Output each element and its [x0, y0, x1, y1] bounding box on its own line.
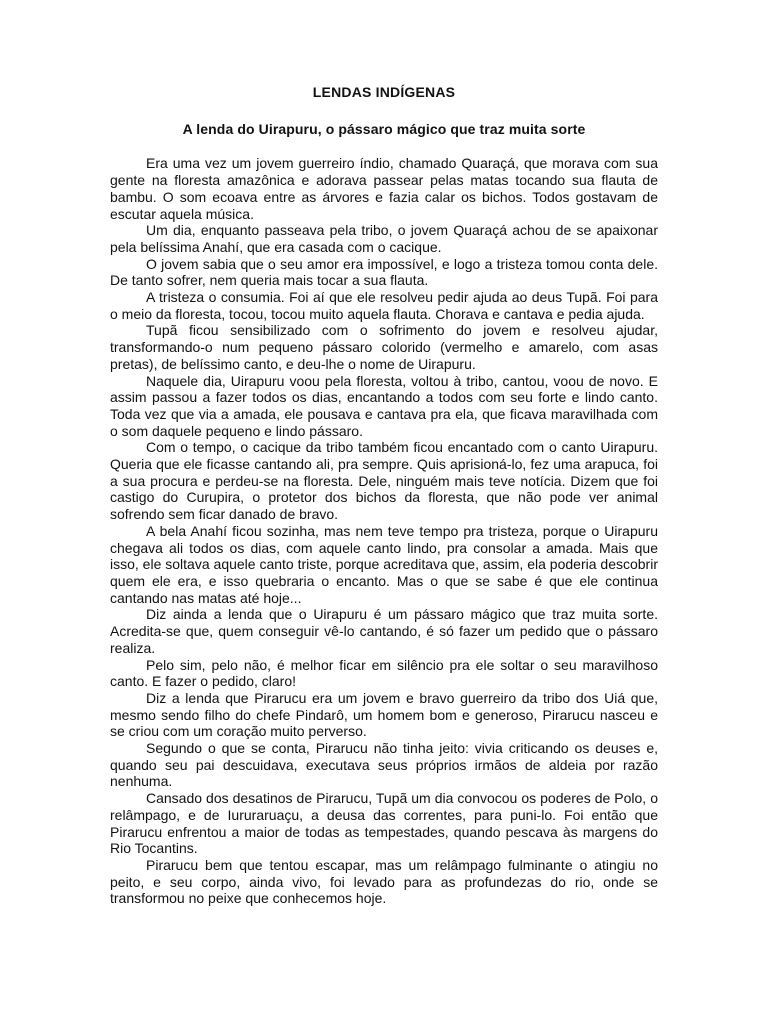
paragraph: Pirarucu bem que tentou escapar, mas um relâmpago fulminante o atingiu no peito, e seu corpo, ainda vivo, foi levado para as profundezas do rio, onde se transformou no peixe que conhecemos hoje.: [110, 856, 658, 907]
paragraph: Naquele dia, Uirapuru voou pela floresta, voltou à tribo, cantou, voou de novo. E assim passou a fazer todos os dias, encantando a todos com seu forte e lindo canto. Toda vez que via a amada, ele pousava e cantava pra ela, que ficava maravilhada com o som daquele pequeno e lindo pássaro.: [110, 372, 658, 439]
paragraph: A bela Anahí ficou sozinha, mas nem teve tempo pra tristeza, porque o Uirapuru chegava ali todos os dias, com aquele canto lindo, pra consolar a amada. Mais que isso, ele soltava aquele canto triste, porque acreditava que, assim, ela poderia descobrir quem ele era, e isso quebraria o encanto. Mas o que se sabe é que ele continua cantando nas matas até hoje...: [110, 522, 658, 606]
paragraph: Pelo sim, pelo não, é melhor ficar em silêncio pra ele soltar o seu maravilhoso canto. E fazer o pedido, claro!: [110, 656, 658, 690]
paragraph: Diz ainda a lenda que o Uirapuru é um pássaro mágico que traz muita sorte. Acredita-se que, quem conseguir vê-lo cantando, é só fazer um pedido que o pássaro realiza.: [110, 606, 658, 656]
paragraph: Um dia, enquanto passeava pela tribo, o jovem Quaraçá achou de se apaixonar pela belíssima Anahí, que era casada com o cacique.: [110, 222, 658, 255]
document-subtitle: A lenda do Uirapuru, o pássaro mágico que traz muita sorte: [182, 120, 586, 137]
document-title: LENDAS INDÍGENAS: [312, 84, 456, 100]
paragraph: A tristeza o consumia. Foi aí que ele resolveu pedir ajuda ao deus Tupã. Foi para o meio da floresta, tocou, tocou muito aquela flauta. Chorava e cantava e pedia ajuda.: [110, 289, 658, 322]
paragraph: Tupã ficou sensibilizado com o sofrimento do jovem e resolveu ajudar, transformando-o num pequeno pássaro colorido (vermelho e amarelo, com asas pretas), de belíssimo canto, e deu-lhe o nome de Uirapuru.: [110, 322, 658, 372]
paragraph: Segundo o que se conta, Pirarucu não tinha jeito: vivia criticando os deuses e, quando seu pai descuidava, executava seus próprios irmãos de aldeia por razão nenhuma.: [110, 740, 658, 790]
paragraph: Cansado dos desatinos de Pirarucu, Tupã um dia convocou os poderes de Polo, o relâmpago, e de Iururaruaçu, a deusa das correntes, para puni-lo. Foi então que Pirarucu enfrentou a maior de todas as tempestades, quando pescava às margens do Rio Tocantins.: [110, 790, 658, 857]
document-body: [110, 155, 658, 907]
paragraph: O jovem sabia que o seu amor era impossível, e logo a tristeza tomou conta dele. De tanto sofrer, nem queria mais tocar a sua flauta.: [110, 255, 658, 289]
paragraph: Diz a lenda que Pirarucu era um jovem e bravo guerreiro da tribo dos Uiá que, mesmo sendo filho do chefe Pindarô, um homem bom e generoso, Pirarucu nasceu e se criou com um coração muito perverso.: [110, 689, 658, 740]
paragraph: Era uma vez um jovem guerreiro índio, chamado Quaraçá, que morava com sua gente na floresta amazônica e adorava passear pelas matas tocando sua flauta de bambu. O som ecoava entre as árvores e fazia calar os bichos. Todos gostavam de escutar aquela música.: [110, 155, 658, 222]
paragraph: Com o tempo, o cacique da tribo também ficou encantado com o canto Uirapuru. Queria que ele ficasse cantando ali, pra sempre. Quis aprisioná-lo, fez uma arapuca, foi a sua procura e perdeu-se na floresta. Dele, ninguém mais teve notícia. Dizem que foi castigo do Curupira, o protetor dos bichos da floresta, que não pode ver animal sofrendo sem ficar danado de bravo.: [110, 439, 658, 523]
document-page: [110, 84, 658, 907]
